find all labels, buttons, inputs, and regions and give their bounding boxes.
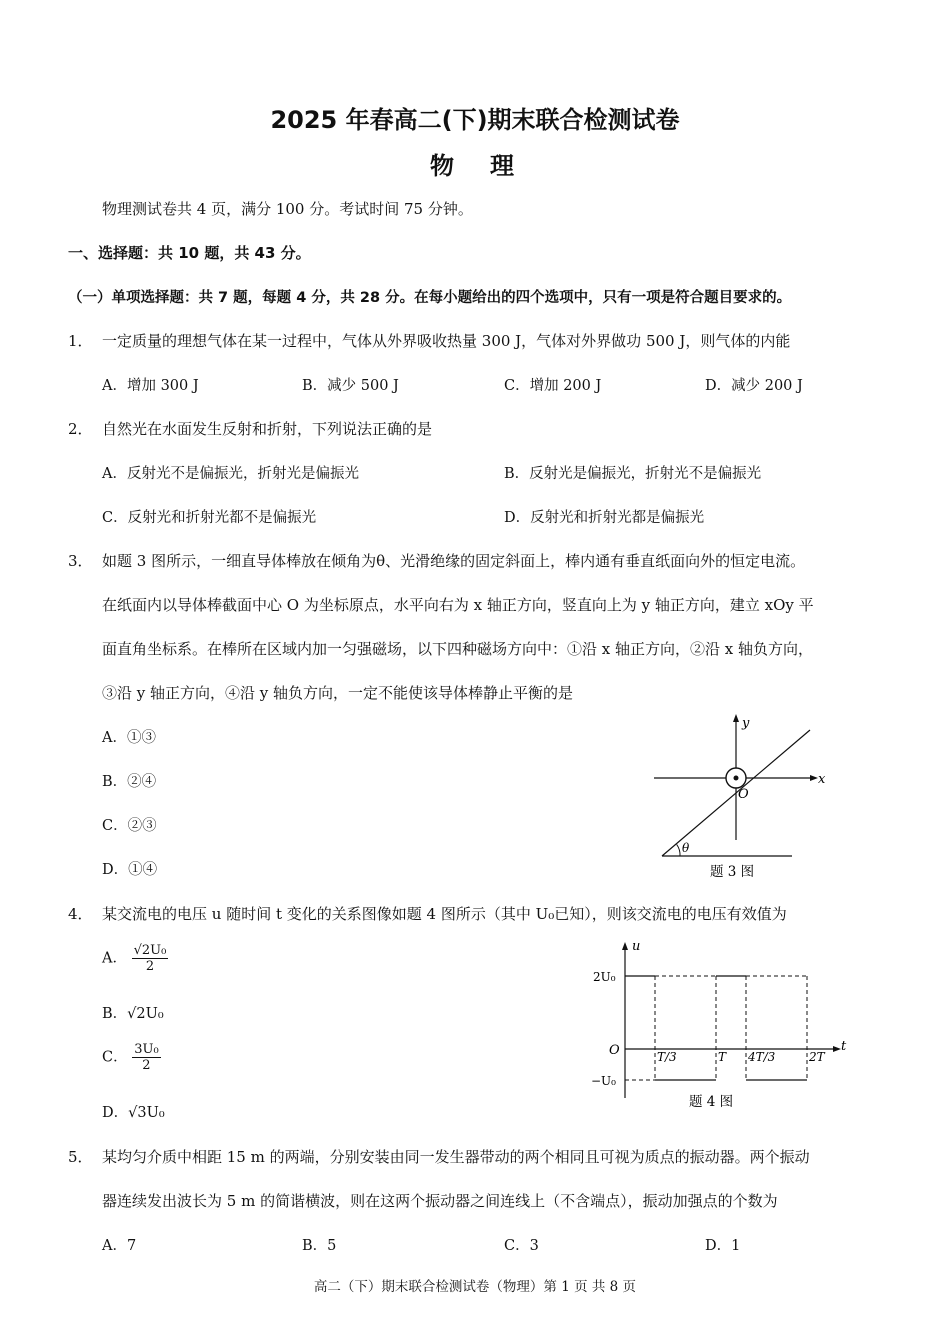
t-axis-label: t bbox=[841, 1039, 847, 1054]
question-text-line: 某均匀介质中相距 15 m 的两端，分别安装由同一发生器带动的两个相同且可视为质点的振动器。两个振动 bbox=[102, 1148, 810, 1166]
option-a[interactable]: A．增加 300 J bbox=[102, 378, 199, 394]
question-number: 5． bbox=[68, 1148, 93, 1166]
y-axis-label: y bbox=[742, 716, 750, 731]
option-b[interactable]: B．√2U₀ bbox=[102, 1006, 164, 1022]
subject-title: 物 理 bbox=[430, 152, 520, 180]
option-b[interactable]: B．5 bbox=[302, 1238, 337, 1254]
option-d[interactable]: D．√3U₀ bbox=[102, 1105, 165, 1121]
tick-t: T bbox=[718, 1050, 727, 1064]
question-text: 自然光在水面发生反射和折射，下列说法正确的是 bbox=[102, 420, 433, 438]
question-text-line: 器连续发出波长为 5 m 的简谐横波，则在这两个振动器之间连线上（不含端点），振动加强点的个数为 bbox=[102, 1192, 778, 1210]
x-axis-label: x bbox=[818, 772, 826, 787]
origin-label: O bbox=[738, 787, 749, 802]
question-number: 1． bbox=[68, 332, 93, 350]
option-d[interactable]: D．减少 200 J bbox=[705, 378, 803, 394]
option-a[interactable]: A．反射光不是偏振光，折射光是偏振光 bbox=[102, 466, 359, 482]
option-c[interactable]: C．②③ bbox=[102, 818, 157, 834]
figure-caption: 题 4 图 bbox=[689, 1094, 734, 1110]
option-b[interactable]: B．反射光是偏振光，折射光不是偏振光 bbox=[504, 466, 762, 482]
option-a[interactable]: A．①③ bbox=[102, 730, 156, 746]
tick-2u0: 2U₀ bbox=[593, 970, 616, 984]
question-number: 4． bbox=[68, 905, 93, 923]
option-b[interactable]: B．减少 500 J bbox=[302, 378, 399, 394]
intro-text: 物理测试卷共 4 页，满分 100 分。考试时间 75 分钟。 bbox=[102, 200, 473, 218]
option-a[interactable]: A．7 bbox=[102, 1238, 137, 1254]
figure-caption: 题 3 图 bbox=[710, 864, 755, 880]
tick-t-third: T/3 bbox=[657, 1050, 677, 1064]
option-d[interactable]: D．①④ bbox=[102, 862, 158, 878]
option-c[interactable]: C．3 bbox=[504, 1238, 539, 1254]
option-a[interactable]: A． $\frac{\text{√2U₀}}{2}$ bbox=[102, 943, 167, 974]
tick-2t: 2T bbox=[809, 1050, 825, 1064]
section-heading: 一、选择题：共 10 题，共 43 分。 bbox=[68, 244, 311, 262]
figure-4-graph bbox=[585, 938, 865, 1118]
question-number: 3． bbox=[68, 552, 93, 570]
u-axis-label: u bbox=[632, 939, 641, 954]
subsection-heading: （一）单项选择题：共 7 题，每题 4 分，共 28 分。在每小题给出的四个选项中，只有一项是符合题目要求的。 bbox=[68, 290, 792, 306]
tick-4t-third: 4T/3 bbox=[748, 1050, 776, 1064]
option-d[interactable]: D．1 bbox=[705, 1238, 741, 1254]
option-c[interactable]: C．增加 200 J bbox=[504, 378, 602, 394]
origin-label: O bbox=[609, 1043, 620, 1058]
option-b[interactable]: B．②④ bbox=[102, 774, 157, 790]
tick-neg-u0: −U₀ bbox=[591, 1074, 616, 1088]
question-text-line: 在纸面内以导体棒截面中心 O 为坐标原点，水平向右为 x 轴正方向，竖直向上为 y 轴正方向，建立 xOy 平 bbox=[102, 596, 814, 614]
question-text-line: 面直角坐标系。在棒所在区域内加一匀强磁场，以下四种磁场方向中：①沿 x 轴正方向，②沿 x 轴负方向， bbox=[102, 640, 813, 658]
question-text: 一定质量的理想气体在某一过程中，气体从外界吸收热量 300 J，气体对外界做功 500 J，则气体的内能 bbox=[102, 332, 791, 350]
figure-3-diagram bbox=[640, 708, 840, 886]
exam-title: 2025 年春高二(下)期末联合检测试卷 bbox=[270, 106, 680, 134]
option-d[interactable]: D．反射光和折射光都是偏振光 bbox=[504, 510, 705, 526]
angle-label: θ bbox=[682, 841, 690, 855]
option-c[interactable]: C． $\frac{\text{3U₀}}{2}$ bbox=[102, 1042, 159, 1073]
question-text-line: 如题 3 图所示，一细直导体棒放在倾角为θ、光滑绝缘的固定斜面上，棒内通有垂直纸面向外的恒定电流。 bbox=[102, 552, 806, 570]
option-c[interactable]: C．反射光和折射光都不是偏振光 bbox=[102, 510, 317, 526]
question-text: 某交流电的电压 u 随时间 t 变化的关系图像如题 4 图所示（其中 U₀已知），则该交流电的电压有效值为 bbox=[102, 905, 787, 923]
question-number: 2． bbox=[68, 420, 93, 438]
page-footer: 高二（下）期末联合检测试卷（物理）第 1 页 共 8 页 bbox=[313, 1279, 637, 1295]
question-text-line: ③沿 y 轴正方向，④沿 y 轴负方向，一定不能使该导体棒静止平衡的是 bbox=[102, 684, 574, 702]
